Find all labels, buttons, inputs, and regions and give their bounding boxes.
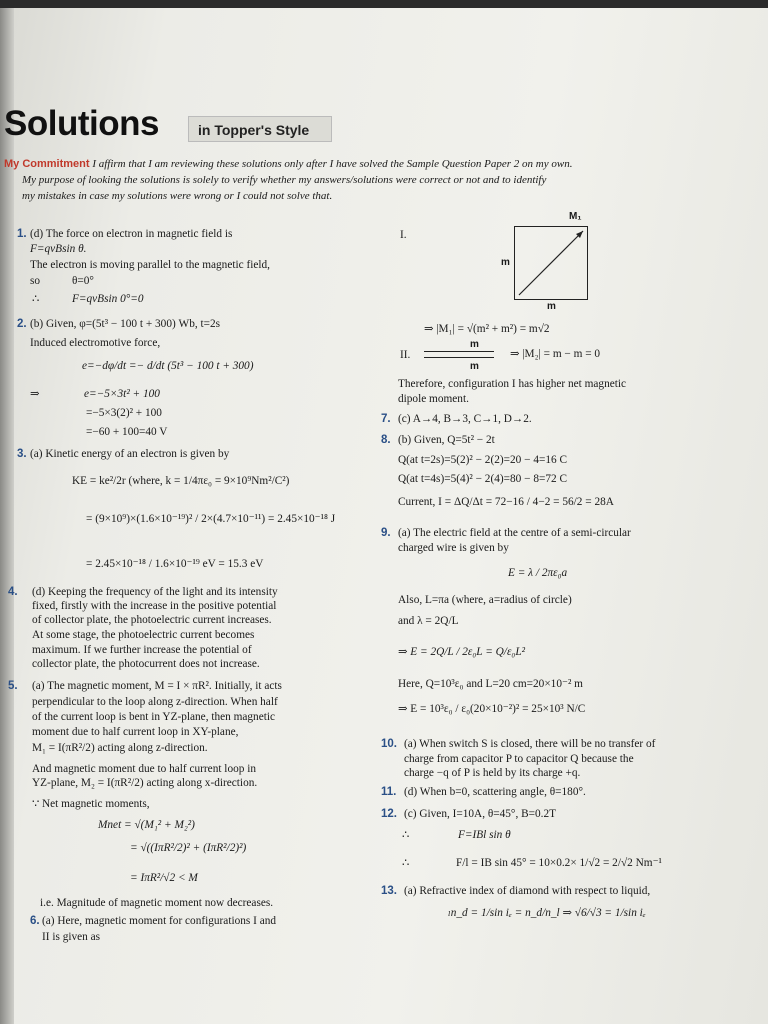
- config-ii-bottom-label: m: [470, 361, 479, 372]
- q5-line: of the current loop is bent in YZ-plane, then magnetic: [32, 711, 276, 723]
- q5-line: perpendicular to the loop along z-direction. When half: [32, 696, 278, 708]
- q1-number: 1.: [17, 228, 27, 240]
- q6-line: (a) Here, magnetic moment for configurations I and: [42, 915, 277, 927]
- config-i-label: I.: [400, 229, 407, 241]
- q13-number: 13.: [381, 885, 397, 897]
- q5-line: ∵ Net magnetic moments,: [32, 798, 150, 810]
- q8-line: (b) Given, Q=5t² − 2t: [398, 434, 495, 446]
- q8-line: Q(at t=4s)=5(4)² − 2(4)=80 − 8=72 C: [398, 473, 567, 485]
- q12-line: F=IBl sin θ: [458, 829, 511, 841]
- q5-line: Mnet = √(M₁² + M₂²): [98, 819, 195, 831]
- q11-number: 11.: [381, 786, 397, 798]
- therefore-line: dipole moment.: [398, 393, 469, 405]
- q5-line: moment due to half current loop in XY-plane,: [32, 726, 239, 738]
- q1-line: θ=0°: [72, 275, 94, 287]
- q2-line: (b) Given, φ=(5t³ − 100 t + 300) Wb, t=2s: [30, 318, 221, 330]
- q12-line: (c) Given, I=10A, θ=45°, B=0.2T: [404, 808, 557, 820]
- q11-text: (d) When b=0, scattering angle, θ=180°.: [404, 786, 586, 798]
- q1-line: F=qvBsin 0°=0: [72, 293, 144, 305]
- q5-line: = IπR²/√2 < M: [130, 872, 198, 884]
- q5-line: M₁ = I(πR²/2) acting along z-direction.: [32, 742, 208, 754]
- q8-line: Current, I = ΔQ/Δt = 72−16 / 4−2 = 56/2 = 28A: [398, 496, 614, 508]
- arrow-left: [424, 357, 494, 358]
- q13-line: (a) Refractive index of diamond with respect to liquid,: [404, 885, 651, 897]
- q9-line: charged wire is given by: [398, 542, 509, 554]
- q12-number: 12.: [381, 808, 397, 820]
- q10-line: (a) When switch S is closed, there will be no transfer of: [404, 738, 656, 750]
- commitment-line-1: My Commitment I affirm that I am reviewing these solutions only after I have solved the Sample Question Paper 2 on my own.: [4, 158, 573, 170]
- q6-number: 6.: [30, 915, 40, 927]
- q5-line: YZ-plane, M₂ = I(πR²/2) acting along x-direction.: [32, 777, 258, 789]
- q2-line: e=−dφ/dt =− d/dt (5t³ − 100 t + 300): [82, 360, 254, 372]
- config-ii-top-label: m: [470, 339, 479, 350]
- q9-line: (a) The electric field at the centre of a semi-circular: [398, 527, 631, 539]
- diagram-corner-label: M₁: [569, 211, 582, 222]
- q6-line: II is given as: [42, 931, 101, 943]
- q5-line: And magnetic moment due to half current loop in: [32, 763, 256, 775]
- config-ii-label: II.: [400, 349, 411, 361]
- config-i-result: ⇒ |M₁| = √(m² + m²) = m√2: [424, 323, 550, 335]
- diagonal-line: [515, 227, 587, 299]
- arrow-right: [424, 351, 494, 352]
- q7-number: 7.: [381, 413, 391, 425]
- q1-line: ∴: [32, 293, 40, 305]
- q5-line: = √((IπR²/2)² + (IπR²/2)²): [130, 842, 247, 854]
- q1-line: F=qvBsin θ.: [30, 243, 87, 255]
- top-edge: [0, 0, 768, 8]
- q4-line: fixed, firstly with the increase in the positive potential: [32, 600, 277, 612]
- q9-line: and λ = 2Q/L: [398, 615, 459, 627]
- q2-line: e=−5×3t² + 100: [84, 388, 160, 400]
- q10-number: 10.: [381, 738, 397, 750]
- q9-line: ⇒ E = 10³ε₀ / ε₀(20×10⁻²)² = 25×10³ N/C: [398, 703, 586, 715]
- page-title: Solutions: [4, 104, 159, 143]
- q10-line: charge −q of P is held by its charge +q.: [404, 767, 581, 779]
- q4-line: (d) Keeping the frequency of the light and its intensity: [32, 586, 278, 598]
- q10-line: charge from capacitor P to capacitor Q because the: [404, 753, 634, 765]
- q1-line: (d) The force on electron in magnetic field is: [30, 228, 233, 240]
- q3-line: = 2.45×10⁻¹⁸ / 1.6×10⁻¹⁹ eV = 15.3 eV: [86, 558, 264, 570]
- q4-line: collector plate, the photocurrent does not increase.: [32, 658, 260, 670]
- q3-line: (a) Kinetic energy of an electron is given by: [30, 448, 230, 460]
- q8-line: Q(at t=2s)=5(2)² − 2(2)=20 − 4=16 C: [398, 454, 567, 466]
- config-ii-result: ⇒ |M₂| = m − m = 0: [510, 348, 601, 360]
- q9-line: Here, Q=10³ε₀ and L=20 cm=20×10⁻² m: [398, 678, 583, 690]
- q4-line: At some stage, the photoelectric current becomes: [32, 629, 255, 641]
- square-loop-diagram: [501, 211, 588, 312]
- q2-line: =−5×3(2)² + 100: [86, 407, 162, 419]
- q5-line: (a) The magnetic moment, M = I × πR². Initially, it acts: [32, 680, 282, 692]
- q2-number: 2.: [17, 318, 27, 330]
- q13-line: ₗn_d = 1/sin iₑ = n_d/n_l ⇒ √6/√3 = 1/sin iₑ: [448, 907, 646, 919]
- q2-line: Induced electromotive force,: [30, 337, 161, 349]
- q12-line: ∴: [402, 857, 410, 869]
- q7-text: (c) A→4, B→3, C→1, D→2.: [398, 413, 532, 425]
- q5-line: i.e. Magnitude of magnetic moment now decreases.: [40, 897, 274, 909]
- q8-number: 8.: [381, 434, 391, 446]
- q5-number: 5.: [8, 680, 18, 692]
- q3-line: = (9×10⁹)×(1.6×10⁻¹⁹)² / 2×(4.7×10⁻¹¹) = 2.45×10⁻¹⁸ J: [86, 513, 336, 525]
- q4-line: of collector plate, the photoelectric current increases.: [32, 614, 272, 626]
- q4-number: 4.: [8, 586, 18, 598]
- commitment-line-3: my mistakes in case my solutions were wrong or I could not solve that.: [22, 190, 333, 202]
- commitment-line-2: My purpose of looking the solutions is solely to verify whether my answers/solutions were correct or not and to identify: [22, 174, 547, 186]
- q9-line: ⇒ E = 2Q/L / 2ε₀L = Q/ε₀L²: [398, 646, 525, 658]
- page-edge-shadow: [0, 0, 14, 1024]
- q9-line: E = λ / 2πε₀a: [508, 567, 568, 579]
- commitment-label: My Commitment: [4, 158, 90, 170]
- q4-line: maximum. If we further increase the potential of: [32, 644, 252, 656]
- q12-line: ∴: [402, 829, 410, 841]
- q12-line: F/l = IB sin 45° = 10×0.2× 1/√2 = 2/√2 Nm⁻¹: [456, 857, 662, 869]
- q3-line: KE = ke²/2r (where, k = 1/4πε₀ = 9×10⁹Nm²/C²): [72, 475, 290, 487]
- q1-line: so: [30, 275, 41, 287]
- q3-number: 3.: [17, 448, 27, 460]
- q9-number: 9.: [381, 527, 391, 539]
- diagram-bottom-label: m: [547, 301, 556, 312]
- q2-line: =−60 + 100=40 V: [86, 426, 168, 438]
- q9-line: Also, L=πa (where, a=radius of circle): [398, 594, 572, 606]
- title-tag: in Topper's Style: [188, 116, 332, 142]
- therefore-line: Therefore, configuration I has higher net magnetic: [398, 378, 627, 390]
- q1-line: The electron is moving parallel to the magnetic field,: [30, 259, 270, 271]
- q2-line: ⇒: [30, 388, 40, 400]
- diagram-left-label: m: [501, 257, 510, 268]
